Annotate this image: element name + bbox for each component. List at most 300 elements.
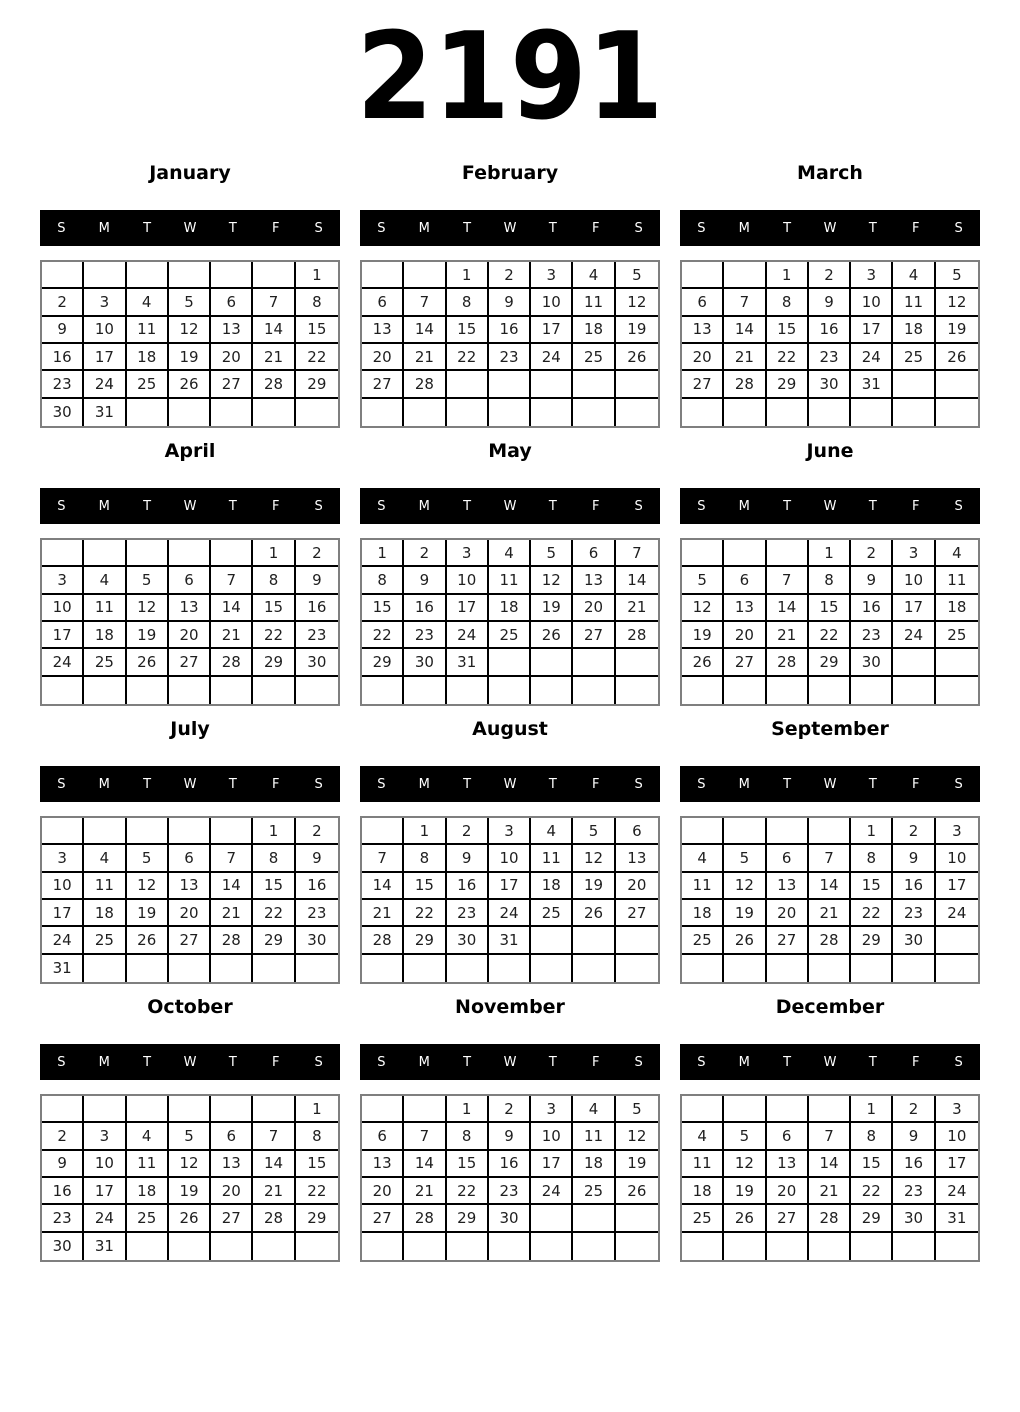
day-cell: 4 — [573, 262, 615, 289]
month-days-grid — [360, 538, 660, 706]
day-cell: 23 — [489, 344, 531, 371]
empty-day-cell — [851, 399, 893, 426]
month-block-october — [40, 992, 340, 1262]
empty-day-cell — [404, 262, 446, 289]
empty-day-cell — [809, 1096, 851, 1123]
weekday-label: F — [271, 1054, 280, 1070]
weekday-label: T — [548, 1054, 557, 1070]
day-cell: 29 — [296, 1205, 338, 1232]
day-cell: 17 — [42, 622, 84, 649]
empty-day-cell — [936, 371, 978, 398]
day-cell: 20 — [573, 595, 615, 622]
day-cell: 10 — [489, 845, 531, 872]
day-cell: 29 — [767, 371, 809, 398]
empty-day-cell — [682, 1233, 724, 1260]
empty-day-cell — [682, 262, 724, 289]
day-cell: 4 — [936, 540, 978, 567]
weekday-label: S — [377, 1054, 386, 1070]
day-cell: 31 — [851, 371, 893, 398]
day-cell: 25 — [127, 1205, 169, 1232]
empty-day-cell — [724, 540, 766, 567]
day-cell: 11 — [936, 567, 978, 594]
day-cell: 26 — [724, 1205, 766, 1232]
day-cell: 13 — [211, 1151, 253, 1178]
weekday-label: M — [738, 220, 750, 236]
day-cell: 14 — [211, 595, 253, 622]
day-cell: 20 — [682, 344, 724, 371]
day-cell: 14 — [211, 873, 253, 900]
empty-day-cell — [362, 955, 404, 982]
day-cell: 11 — [682, 1151, 724, 1178]
empty-day-cell — [724, 399, 766, 426]
weekday-label: S — [314, 220, 323, 236]
empty-day-cell — [616, 927, 658, 954]
month-block-march — [680, 158, 980, 428]
day-cell: 26 — [169, 371, 211, 398]
day-cell: 27 — [169, 927, 211, 954]
day-cell: 20 — [767, 900, 809, 927]
empty-day-cell — [893, 677, 935, 704]
empty-day-cell — [127, 540, 169, 567]
day-cell: 11 — [573, 1123, 615, 1150]
weekday-label: S — [57, 220, 66, 236]
weekday-label: S — [377, 220, 386, 236]
day-cell: 25 — [682, 1205, 724, 1232]
empty-day-cell — [893, 399, 935, 426]
weekday-label: S — [634, 498, 643, 514]
empty-day-cell — [573, 1233, 615, 1260]
day-cell: 14 — [809, 1151, 851, 1178]
day-cell: 4 — [127, 1123, 169, 1150]
empty-day-cell — [724, 677, 766, 704]
day-cell: 23 — [893, 1178, 935, 1205]
day-cell: 13 — [682, 317, 724, 344]
day-cell: 30 — [447, 927, 489, 954]
day-cell: 7 — [616, 540, 658, 567]
weekday-label: T — [783, 220, 792, 236]
day-cell: 8 — [447, 1123, 489, 1150]
day-cell: 18 — [936, 595, 978, 622]
day-cell: 31 — [447, 649, 489, 676]
day-cell: 9 — [851, 567, 893, 594]
weekday-label: T — [463, 776, 472, 792]
day-cell: 12 — [724, 1151, 766, 1178]
day-cell: 24 — [531, 344, 573, 371]
empty-day-cell — [893, 1233, 935, 1260]
day-cell: 24 — [893, 622, 935, 649]
day-cell: 4 — [573, 1096, 615, 1123]
day-cell: 26 — [936, 344, 978, 371]
day-cell: 10 — [893, 567, 935, 594]
empty-day-cell — [936, 955, 978, 982]
weekday-label: F — [911, 776, 920, 792]
day-cell: 19 — [724, 900, 766, 927]
day-cell: 18 — [127, 1178, 169, 1205]
day-cell: 28 — [767, 649, 809, 676]
day-cell: 14 — [767, 595, 809, 622]
empty-day-cell — [296, 955, 338, 982]
day-cell: 10 — [936, 1123, 978, 1150]
empty-day-cell — [127, 399, 169, 426]
day-cell: 16 — [893, 873, 935, 900]
day-cell: 25 — [531, 900, 573, 927]
empty-day-cell — [724, 262, 766, 289]
day-cell: 21 — [362, 900, 404, 927]
day-cell: 15 — [362, 595, 404, 622]
day-cell: 13 — [362, 317, 404, 344]
weekday-label: F — [271, 498, 280, 514]
day-cell: 4 — [531, 818, 573, 845]
weekday-label: T — [228, 498, 237, 514]
day-cell: 19 — [573, 873, 615, 900]
empty-day-cell — [767, 1233, 809, 1260]
day-cell: 7 — [211, 567, 253, 594]
day-cell: 7 — [404, 289, 446, 316]
day-cell: 26 — [573, 900, 615, 927]
month-days-grid — [680, 1094, 980, 1262]
day-cell: 17 — [489, 873, 531, 900]
day-cell: 23 — [404, 622, 446, 649]
empty-day-cell — [573, 677, 615, 704]
weekday-label: S — [634, 776, 643, 792]
day-cell: 19 — [682, 622, 724, 649]
day-cell: 11 — [531, 845, 573, 872]
weekday-label: T — [868, 1054, 877, 1070]
day-cell: 3 — [851, 262, 893, 289]
weekday-label: S — [697, 498, 706, 514]
empty-day-cell — [767, 818, 809, 845]
weekday-label: S — [697, 1054, 706, 1070]
weekday-label: S — [377, 498, 386, 514]
day-cell: 14 — [724, 317, 766, 344]
empty-day-cell — [211, 262, 253, 289]
day-cell: 28 — [253, 1205, 295, 1232]
day-cell: 27 — [616, 900, 658, 927]
day-cell: 14 — [253, 317, 295, 344]
day-cell: 13 — [573, 567, 615, 594]
day-cell: 30 — [296, 649, 338, 676]
year-title: 2191 — [356, 8, 664, 147]
empty-day-cell — [84, 818, 126, 845]
day-cell: 7 — [809, 1123, 851, 1150]
empty-day-cell — [489, 371, 531, 398]
weekday-label: F — [271, 220, 280, 236]
empty-day-cell — [84, 262, 126, 289]
weekday-label: S — [377, 776, 386, 792]
empty-day-cell — [616, 649, 658, 676]
month-block-february — [360, 158, 660, 428]
empty-day-cell — [169, 399, 211, 426]
weekday-header-row — [360, 210, 660, 246]
day-cell: 25 — [893, 344, 935, 371]
month-block-august — [360, 714, 660, 984]
empty-day-cell — [893, 955, 935, 982]
day-cell: 2 — [42, 1123, 84, 1150]
day-cell: 20 — [169, 622, 211, 649]
day-cell: 27 — [682, 371, 724, 398]
month-days-grid — [360, 260, 660, 428]
day-cell: 1 — [851, 818, 893, 845]
day-cell: 21 — [724, 344, 766, 371]
weekday-header-row — [40, 210, 340, 246]
day-cell: 23 — [489, 1178, 531, 1205]
month-days-grid — [40, 816, 340, 984]
day-cell: 5 — [616, 262, 658, 289]
day-cell: 2 — [851, 540, 893, 567]
day-cell: 10 — [84, 317, 126, 344]
day-cell: 17 — [531, 1151, 573, 1178]
day-cell: 6 — [616, 818, 658, 845]
day-cell: 19 — [127, 622, 169, 649]
day-cell: 14 — [404, 1151, 446, 1178]
month-days-grid — [40, 260, 340, 428]
day-cell: 13 — [362, 1151, 404, 1178]
day-cell: 20 — [211, 1178, 253, 1205]
day-cell: 21 — [616, 595, 658, 622]
empty-day-cell — [936, 677, 978, 704]
empty-day-cell — [573, 955, 615, 982]
day-cell: 26 — [169, 1205, 211, 1232]
day-cell: 5 — [724, 1123, 766, 1150]
month-block-november — [360, 992, 660, 1262]
day-cell: 22 — [767, 344, 809, 371]
day-cell: 27 — [767, 927, 809, 954]
day-cell: 18 — [84, 622, 126, 649]
day-cell: 24 — [936, 1178, 978, 1205]
day-cell: 8 — [296, 289, 338, 316]
day-cell: 3 — [489, 818, 531, 845]
day-cell: 21 — [767, 622, 809, 649]
day-cell: 22 — [404, 900, 446, 927]
empty-day-cell — [531, 1233, 573, 1260]
day-cell: 29 — [404, 927, 446, 954]
day-cell: 26 — [127, 649, 169, 676]
day-cell: 6 — [362, 1123, 404, 1150]
day-cell: 27 — [169, 649, 211, 676]
empty-day-cell — [127, 262, 169, 289]
empty-day-cell — [447, 955, 489, 982]
empty-day-cell — [84, 1096, 126, 1123]
weekday-label: M — [418, 776, 430, 792]
day-cell: 27 — [724, 649, 766, 676]
empty-day-cell — [211, 1096, 253, 1123]
empty-day-cell — [253, 677, 295, 704]
day-cell: 8 — [404, 845, 446, 872]
day-cell: 1 — [253, 818, 295, 845]
day-cell: 19 — [169, 344, 211, 371]
weekday-label: M — [98, 220, 110, 236]
day-cell: 3 — [84, 289, 126, 316]
month-name: March — [797, 162, 863, 184]
day-cell: 1 — [253, 540, 295, 567]
day-cell: 7 — [404, 1123, 446, 1150]
month-days-grid — [360, 816, 660, 984]
empty-day-cell — [211, 677, 253, 704]
day-cell: 29 — [851, 1205, 893, 1232]
empty-day-cell — [42, 1096, 84, 1123]
day-cell: 3 — [936, 818, 978, 845]
day-cell: 10 — [936, 845, 978, 872]
empty-day-cell — [531, 649, 573, 676]
day-cell: 18 — [489, 595, 531, 622]
day-cell: 2 — [809, 262, 851, 289]
day-cell: 29 — [362, 649, 404, 676]
empty-day-cell — [253, 399, 295, 426]
empty-day-cell — [211, 818, 253, 845]
day-cell: 25 — [573, 344, 615, 371]
empty-day-cell — [531, 927, 573, 954]
weekday-header-row — [360, 766, 660, 802]
months-grid — [40, 158, 980, 1262]
month-name: February — [461, 162, 559, 184]
empty-day-cell — [253, 955, 295, 982]
day-cell: 5 — [573, 818, 615, 845]
weekday-label: M — [738, 776, 750, 792]
weekday-header-row — [680, 488, 980, 524]
weekday-label: S — [697, 776, 706, 792]
empty-day-cell — [724, 818, 766, 845]
day-cell: 25 — [84, 927, 126, 954]
day-cell: 21 — [253, 344, 295, 371]
empty-day-cell — [682, 818, 724, 845]
empty-day-cell — [531, 371, 573, 398]
day-cell: 19 — [724, 1178, 766, 1205]
empty-day-cell — [936, 1233, 978, 1260]
day-cell: 16 — [447, 873, 489, 900]
day-cell: 30 — [489, 1205, 531, 1232]
empty-day-cell — [489, 955, 531, 982]
day-cell: 2 — [893, 818, 935, 845]
day-cell: 1 — [404, 818, 446, 845]
month-block-december — [680, 992, 980, 1262]
day-cell: 16 — [489, 1151, 531, 1178]
day-cell: 10 — [42, 595, 84, 622]
day-cell: 2 — [42, 289, 84, 316]
empty-day-cell — [447, 677, 489, 704]
empty-day-cell — [489, 649, 531, 676]
day-cell: 13 — [724, 595, 766, 622]
day-cell: 22 — [851, 1178, 893, 1205]
weekday-label: W — [183, 1054, 197, 1070]
day-cell: 28 — [616, 622, 658, 649]
day-cell: 9 — [404, 567, 446, 594]
day-cell: 3 — [893, 540, 935, 567]
empty-day-cell — [169, 955, 211, 982]
day-cell: 18 — [682, 900, 724, 927]
day-cell: 24 — [851, 344, 893, 371]
weekday-label: S — [314, 498, 323, 514]
weekday-label: W — [183, 498, 197, 514]
empty-day-cell — [573, 927, 615, 954]
day-cell: 7 — [767, 567, 809, 594]
weekday-label: S — [954, 220, 963, 236]
day-cell: 15 — [253, 873, 295, 900]
empty-day-cell — [531, 955, 573, 982]
weekday-header-row — [360, 1044, 660, 1080]
month-name: August — [472, 718, 548, 740]
day-cell: 7 — [211, 845, 253, 872]
empty-day-cell — [169, 818, 211, 845]
day-cell: 23 — [296, 900, 338, 927]
weekday-label: T — [463, 498, 472, 514]
day-cell: 30 — [893, 1205, 935, 1232]
weekday-label: T — [548, 498, 557, 514]
day-cell: 19 — [616, 1151, 658, 1178]
empty-day-cell — [809, 955, 851, 982]
day-cell: 8 — [296, 1123, 338, 1150]
day-cell: 3 — [936, 1096, 978, 1123]
weekday-header-row — [680, 766, 980, 802]
empty-day-cell — [573, 649, 615, 676]
month-days-grid — [680, 816, 980, 984]
empty-day-cell — [127, 818, 169, 845]
day-cell: 28 — [362, 927, 404, 954]
empty-day-cell — [489, 677, 531, 704]
empty-day-cell — [362, 399, 404, 426]
day-cell: 1 — [809, 540, 851, 567]
weekday-label: T — [228, 220, 237, 236]
day-cell: 25 — [573, 1178, 615, 1205]
day-cell: 20 — [767, 1178, 809, 1205]
day-cell: 17 — [936, 1151, 978, 1178]
weekday-label: W — [503, 498, 517, 514]
weekday-header-row — [360, 488, 660, 524]
day-cell: 2 — [404, 540, 446, 567]
empty-day-cell — [767, 399, 809, 426]
empty-day-cell — [531, 677, 573, 704]
empty-day-cell — [127, 677, 169, 704]
weekday-label: W — [823, 776, 837, 792]
month-name: May — [488, 440, 532, 462]
day-cell: 18 — [682, 1178, 724, 1205]
day-cell: 17 — [42, 900, 84, 927]
day-cell: 12 — [127, 873, 169, 900]
day-cell: 15 — [404, 873, 446, 900]
day-cell: 16 — [489, 317, 531, 344]
day-cell: 15 — [253, 595, 295, 622]
weekday-label: T — [783, 776, 792, 792]
weekday-label: M — [418, 498, 430, 514]
day-cell: 13 — [169, 595, 211, 622]
empty-day-cell — [42, 818, 84, 845]
empty-day-cell — [42, 677, 84, 704]
weekday-label: S — [634, 1054, 643, 1070]
weekday-label: S — [57, 1054, 66, 1070]
day-cell: 16 — [851, 595, 893, 622]
empty-day-cell — [296, 1233, 338, 1260]
day-cell: 27 — [211, 371, 253, 398]
weekday-label: M — [418, 220, 430, 236]
day-cell: 21 — [809, 900, 851, 927]
empty-day-cell — [447, 371, 489, 398]
empty-day-cell — [809, 1233, 851, 1260]
weekday-label: M — [98, 776, 110, 792]
day-cell: 26 — [616, 1178, 658, 1205]
day-cell: 4 — [489, 540, 531, 567]
day-cell: 27 — [211, 1205, 253, 1232]
empty-day-cell — [573, 371, 615, 398]
empty-day-cell — [682, 677, 724, 704]
day-cell: 28 — [809, 1205, 851, 1232]
day-cell: 4 — [682, 845, 724, 872]
empty-day-cell — [809, 818, 851, 845]
weekday-label: T — [143, 220, 152, 236]
weekday-label: T — [228, 1054, 237, 1070]
day-cell: 28 — [211, 649, 253, 676]
day-cell: 19 — [616, 317, 658, 344]
day-cell: 23 — [42, 1205, 84, 1232]
day-cell: 12 — [616, 289, 658, 316]
